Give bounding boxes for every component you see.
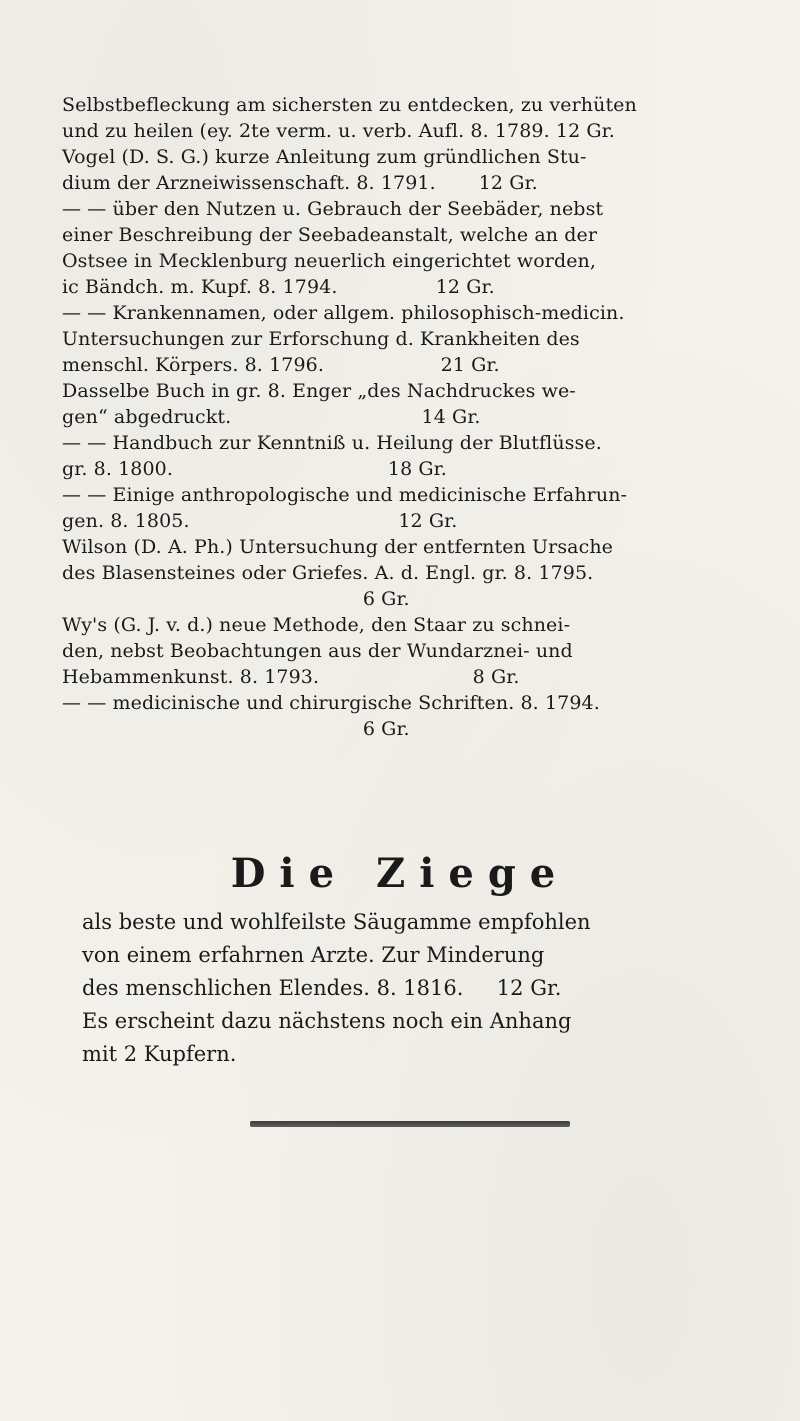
entry-line: Dasselbe Buch in gr. 8. Enger „des Nachdruckes we- [62, 380, 576, 402]
entry-line: Ostsee in Mecklenburg neuerlich eingerichtet worden, [62, 250, 597, 272]
list-entry [62, 534, 782, 612]
list-entry [62, 300, 782, 430]
list-entry [62, 482, 782, 534]
entry-line: einer Beschreibung der Seebadeanstalt, welche an der [62, 224, 598, 246]
description-line: des menschlichen Elendes. 8. 1816. 12 Gr. [82, 976, 562, 1000]
horizontal-rule [250, 1121, 570, 1127]
book-list [62, 92, 782, 742]
entry-line: — — medicinische und chirurgische Schriften. 8. 1794. [62, 692, 600, 714]
entry-line: Vogel (D. S. G.) kurze Anleitung zum gründlichen Stu- [62, 146, 587, 168]
list-entry [62, 92, 782, 144]
entry-line: Untersuchungen zur Erforschung d. Krankheiten des [62, 328, 580, 350]
entry-line: — — über den Nutzen u. Gebrauch der Seebäder, nebst [62, 198, 604, 220]
entry-line: ic Bändch. m. Kupf. 8. 1794. 12 Gr. [62, 276, 495, 298]
description-line: als beste und wohlfeilste Säugamme empfohlen [82, 910, 591, 934]
entry-line: 6 Gr. [62, 588, 410, 610]
entry-line: gr. 8. 1800. 18 Gr. [62, 458, 447, 480]
entry-line: Wy's (G. J. v. d.) neue Methode, den Staar zu schnei- [62, 614, 571, 636]
list-entry [62, 612, 782, 742]
description-line: Es erscheint dazu nächstens noch ein Anhang [82, 1009, 572, 1033]
entry-line: gen“ abgedruckt. 14 Gr. [62, 406, 481, 428]
entry-line: den, nebst Beobachtungen aus der Wundarznei- und [62, 640, 573, 662]
description-line: von einem erfahrnen Arzte. Zur Minderung [82, 943, 545, 967]
entry-line: — — Einige anthropologische und medicinische Erfahrun- [62, 484, 628, 506]
entry-line: 6 Gr. [62, 718, 410, 740]
entry-line: dium der Arzneiwissenschaft. 8. 1791. 12 Gr. [62, 172, 538, 194]
list-entry [62, 144, 782, 300]
entry-line: des Blasensteines oder Griefes. A. d. Engl. gr. 8. 1795. [62, 562, 594, 584]
title-description [82, 906, 772, 1071]
entry-line: Wilson (D. A. Ph.) Untersuchung der entfernten Ursache [62, 536, 614, 558]
entry-line: menschl. Körpers. 8. 1796. 21 Gr. [62, 354, 500, 376]
entry-line: Hebammenkunst. 8. 1793. 8 Gr. [62, 666, 520, 688]
section-title: Die Ziege [230, 850, 570, 897]
entry-line: gen. 8. 1805. 12 Gr. [62, 510, 458, 532]
entry-line: und zu heilen (ey. 2te verm. u. verb. Aufl. 8. 1789. 12 Gr. [62, 120, 615, 142]
entry-line: — — Krankennamen, oder allgem. philosophisch-medicin. [62, 302, 625, 324]
description-line: mit 2 Kupfern. [82, 1042, 237, 1066]
list-entry [62, 430, 782, 482]
entry-line: Selbstbefleckung am sichersten zu entdecken, zu verhüten [62, 94, 637, 116]
entry-line: — — Handbuch zur Kenntniß u. Heilung der Blutflüsse. [62, 432, 602, 454]
